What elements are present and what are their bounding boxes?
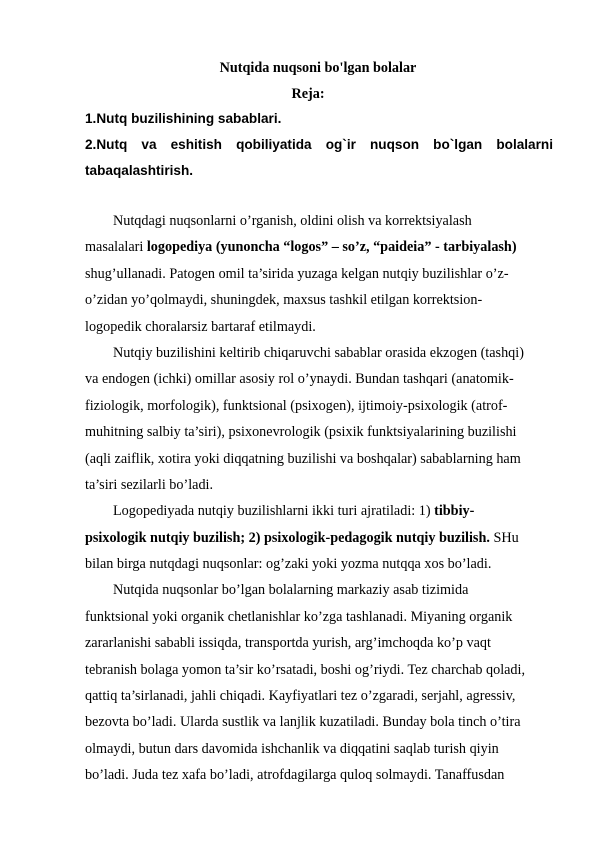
paragraph-4-line: olmaydi, butun dars davomida ishchanlik va diqqatini saqlab turish qiyin <box>85 740 499 757</box>
paragraph-4-line: bo’ladi. Juda tez xafa bo’ladi, atrofdagilarga quloq solmaydi. Tanaffusdan <box>85 767 505 784</box>
paragraph-2-line: va endogen (ichki) omillar asosiy rol o’ynaydi. Bundan tashqari (anatomik- <box>85 371 514 388</box>
paragraph-2-line: (aqli zaiflik, xotira yoki diqqatning buzilishi va boshqalar) sabablarning ham <box>85 450 521 467</box>
paragraph-3-bold-term: psixologik nutqiy buzilish; 2) psixologik-pedagogik nutqiy buzilish. <box>85 529 490 546</box>
paragraph-2-line: ta’siri sezilarli bo’ladi. <box>85 476 214 493</box>
paragraph-3-bold-term: tibbiy- <box>434 503 475 520</box>
paragraph-2-line: muhitning salbiy ta’siri), psixonevrologik (psixik funktsiyalarining buzilishi <box>85 424 517 441</box>
document-subtitle: Reja: <box>291 86 325 102</box>
paragraph-4-line: funktsional yoki organik chetlanishlar ko’zga tashlanadi. Miyaning organik <box>85 608 513 625</box>
paragraph-2-line: Nutqiy buzilishini keltirib chiqaruvchi sabablar orasida ekzogen (tashqi) <box>113 344 524 361</box>
paragraph-3-text: SHu <box>489 529 519 546</box>
plan-item-1: 1.Nutq buzilishining sabablari. <box>85 111 282 126</box>
plan-item-2-line-1: 2.Nutq va eshitish qobiliyatida og`ir nuqson bo`lgan bolalarni <box>85 137 553 152</box>
document-title: Nutqida nuqsoni bo'lgan bolalar <box>219 60 417 76</box>
paragraph-4-line: zararlanishi sababli issiqda, transportda yurish, arg’imchoqda ko’p vaqt <box>85 635 491 652</box>
plan-item-2-line-2: tabaqalashtirish. <box>85 163 194 178</box>
paragraph-1-line: logopedik choralarsiz bartaraf etilmaydi. <box>85 318 316 335</box>
paragraph-1-line: shug’ullanadi. Patogen omil ta’sirida yuzaga kelgan nutqiy buzilishlar o’z- <box>85 265 509 282</box>
paragraph-4-line: bezovta bo’ladi. Ularda sustlik va lanjlik kuzatiladi. Bunday bola tinch o’tira <box>85 714 521 731</box>
paragraph-1-line: Nutqdagi nuqsonlarni o’rganish, oldini olish va korrektsiyalash <box>113 213 472 229</box>
paragraph-3-line: bilan birga nutqdagi nuqsonlar: og’zaki yoki yozma nutqqa xos bo’ladi. <box>85 556 492 573</box>
paragraph-4-line: tebranish bolaga yomon ta’sir ko’rsatadi, boshi og’riydi. Tez charchab qoladi, <box>85 661 526 678</box>
paragraph-3-line <box>85 498 553 524</box>
paragraph-1-text: masalalari <box>85 239 147 256</box>
paragraph-3-text: Logopediyada nutqiy buzilishlarni ikki turi ajratiladi: 1) <box>113 503 435 520</box>
paragraph-1-line <box>85 234 553 260</box>
paragraph-1-line: o’zidan yo’qolmaydi, shuningdek, maxsus tashkil etilgan korrektsion- <box>85 292 483 309</box>
document-body <box>85 208 553 789</box>
paragraph-3-line <box>85 525 553 551</box>
paragraph-2-line: fiziologik, morfologik), funktsional (psixogen), ijtimoiy-psixologik (atrof- <box>85 397 508 414</box>
paragraph-4-line: qattiq ta’sirlanadi, jahli chiqadi. Kayfiyatlari tez o’zgaradi, serjahl, agressiv, <box>85 688 516 705</box>
paragraph-1-bold-term: logopediya (yunoncha “logos” – so’z, “paideia” - tarbiyalash) <box>146 239 517 256</box>
paragraph-4-line: Nutqida nuqsonlar bo’lgan bolalarning markaziy asab tizimida <box>113 582 469 599</box>
